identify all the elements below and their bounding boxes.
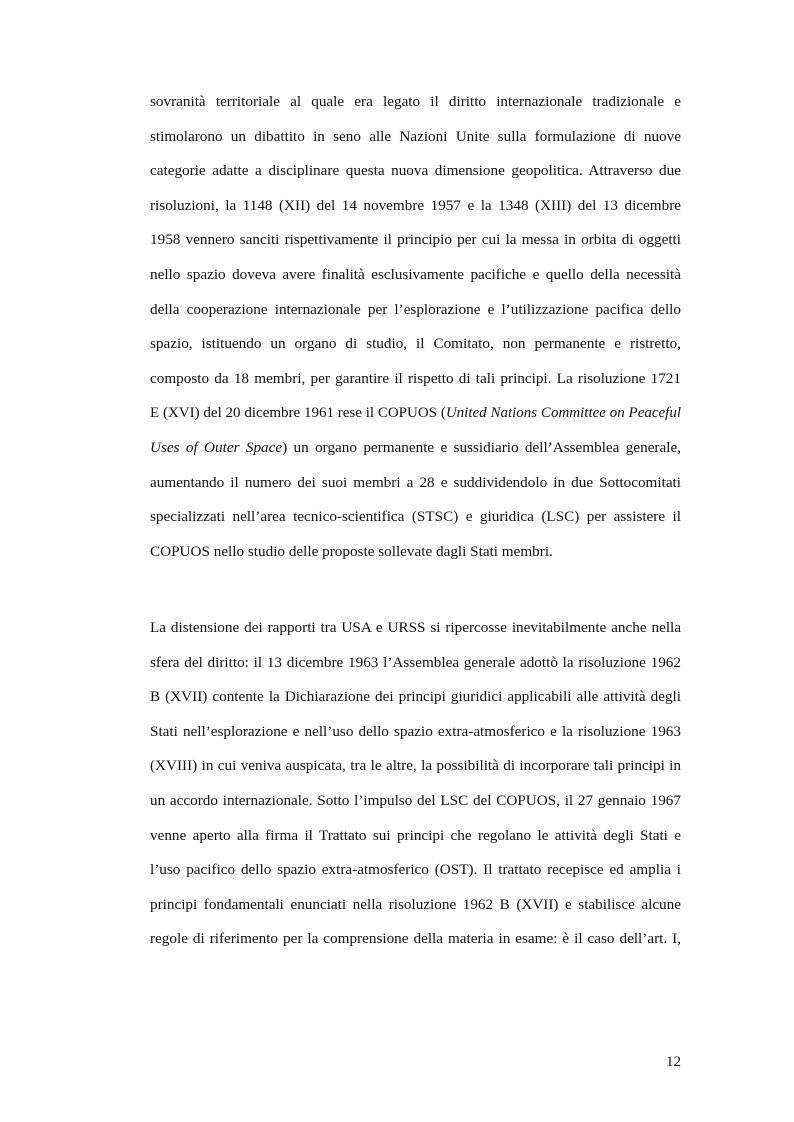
text-line: composto da 18 membri, per garantire il rispetto di tali principi. La risoluzione 1721 bbox=[150, 369, 681, 387]
text-line: della cooperazione internazionale per l’esplorazione e l’utilizzazione pacifica dello bbox=[150, 300, 681, 318]
text-line: risoluzioni, la 1148 (XII) del 14 novembre 1957 e la 1348 (XIII) del 13 dicembre bbox=[150, 196, 681, 214]
paragraph-2 bbox=[150, 611, 681, 957]
text-line: COPUOS nello studio delle proposte sollevate dagli Stati membri. bbox=[150, 542, 553, 560]
text-line: La distensione dei rapporti tra USA e URSS si ripercosse inevitabilmente anche nella bbox=[150, 619, 681, 636]
text-line: venne aperto alla firma il Trattato sui principi che regolano le attività degli Stati e bbox=[150, 826, 681, 844]
text-line: un accordo internazionale. Sotto l’impulso del LSC del COPUOS, il 27 gennaio 1967 bbox=[150, 791, 681, 809]
text-line: stimolarono un dibattito in seno alle Nazioni Unite sulla formulazione di nuove bbox=[150, 127, 681, 145]
text-line: sfera del diritto: il 13 dicembre 1963 l’Assemblea generale adottò la risoluzione 1962 bbox=[150, 653, 681, 671]
text-line: B (XVII) contente la Dichiarazione dei principi giuridici applicabili alle attività degli bbox=[150, 688, 681, 706]
text-line: nello spazio doveva avere finalità esclusivamente pacifiche e quello della necessità bbox=[150, 265, 681, 283]
text-run: ) un organo permanente e sussidiario dell’Assemblea generale, bbox=[282, 438, 681, 456]
text-line: sovranità territoriale al quale era legato il diritto internazionale tradizionale e bbox=[150, 93, 681, 110]
text-line: spazio, istituendo un organo di studio, il Comitato, non permanente e ristretto, bbox=[150, 335, 681, 353]
text-line: regole di riferimento per la comprensione della materia in esame: è il caso dell’art. I, bbox=[150, 930, 681, 948]
text-line: Stati nell’esplorazione e nell’uso dello spazio extra-atmosferico e la risoluzione 1963 bbox=[150, 722, 681, 740]
paragraph-1 bbox=[150, 85, 681, 569]
text-line bbox=[150, 431, 681, 466]
text-run: E (XVI) del 20 dicembre 1961 rese il COPUOS ( bbox=[150, 405, 446, 422]
text-line: (XVIII) in cui veniva auspicata, tra le altre, la possibilità di incorporare tali principi in bbox=[150, 757, 681, 775]
text-line bbox=[150, 396, 681, 431]
text-line: l’uso pacifico dello spazio extra-atmosferico (OST). Il trattato recepisce ed amplia i bbox=[150, 861, 681, 879]
text-line: principi fondamentali enunciati nella risoluzione 1962 B (XVII) e stabilisce alcune bbox=[150, 895, 681, 913]
italic-title: United Nations Committee on Peaceful bbox=[445, 405, 681, 422]
italic-title: Uses of Outer Space bbox=[150, 438, 283, 456]
text-line: 1958 vennero sanciti rispettivamente il principio per cui la messa in orbita di oggetti bbox=[150, 231, 681, 249]
text-line: aumentando il numero dei suoi membri a 28 e suddividendolo in due Sottocomitati bbox=[150, 473, 681, 491]
text-line: specializzati nell’area tecnico-scientifica (STSC) e giuridica (LSC) per assistere il bbox=[150, 508, 681, 526]
text-line: categorie adatte a disciplinare questa nuova dimensione geopolitica. Attraverso due bbox=[150, 162, 681, 180]
page-number: 12 bbox=[666, 1054, 681, 1070]
